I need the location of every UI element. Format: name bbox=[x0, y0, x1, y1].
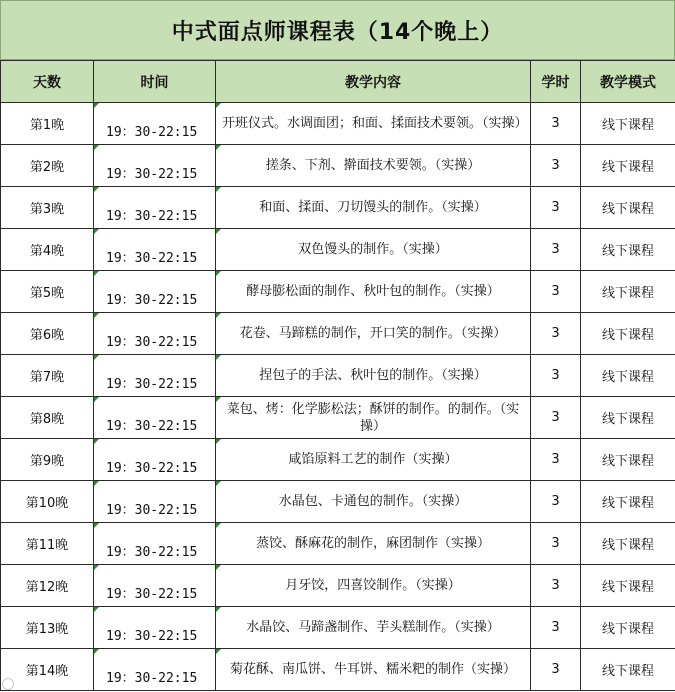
table-row bbox=[1, 523, 675, 565]
header-day: 天数 bbox=[1, 61, 94, 103]
cell-hours: 3 bbox=[531, 523, 581, 565]
cell-mode: 线下课程 bbox=[581, 565, 675, 607]
cell-time: 19：30-22:15 bbox=[94, 481, 216, 523]
table-row bbox=[1, 145, 675, 187]
cell-content: 菜包、烤：化学膨松法；酥饼的制作。的制作。（实操） bbox=[216, 397, 531, 439]
cell-mode: 线下课程 bbox=[581, 523, 675, 565]
cell-time: 19：30-22:15 bbox=[94, 397, 216, 439]
cell-day: 第4晚 bbox=[1, 229, 94, 271]
table-row bbox=[1, 187, 675, 229]
header-time: 时间 bbox=[94, 61, 216, 103]
cell-mode: 线下课程 bbox=[581, 103, 675, 145]
cell-mode: 线下课程 bbox=[581, 397, 675, 439]
header-hours: 学时 bbox=[531, 61, 581, 103]
cell-hours: 3 bbox=[531, 271, 581, 313]
table-row bbox=[1, 313, 675, 355]
cell-day: 第7晚 bbox=[1, 355, 94, 397]
cell-content: 水晶饺、马蹄盏制作、芋头糕制作。（实操） bbox=[216, 607, 531, 649]
cell-day: 第13晚 bbox=[1, 607, 94, 649]
cell-time: 19：30-22:15 bbox=[94, 565, 216, 607]
watermark-logo-icon bbox=[2, 678, 14, 690]
table-row bbox=[1, 439, 675, 481]
cell-day: 第11晚 bbox=[1, 523, 94, 565]
cell-mode: 线下课程 bbox=[581, 145, 675, 187]
cell-hours: 3 bbox=[531, 565, 581, 607]
cell-content: 捏包子的手法、秋叶包的制作。（实操） bbox=[216, 355, 531, 397]
cell-day: 第3晚 bbox=[1, 187, 94, 229]
cell-mode: 线下课程 bbox=[581, 229, 675, 271]
cell-mode: 线下课程 bbox=[581, 607, 675, 649]
cell-mode: 线下课程 bbox=[581, 187, 675, 229]
cell-mode: 线下课程 bbox=[581, 481, 675, 523]
cell-time: 19：30-22:15 bbox=[94, 271, 216, 313]
cell-day: 第12晚 bbox=[1, 565, 94, 607]
table-row bbox=[1, 103, 675, 145]
cell-mode: 线下课程 bbox=[581, 313, 675, 355]
cell-day: 第14晚 bbox=[1, 649, 94, 691]
schedule-table bbox=[0, 60, 675, 691]
cell-hours: 3 bbox=[531, 607, 581, 649]
header-mode: 教学模式 bbox=[581, 61, 675, 103]
cell-content: 蒸饺、酥麻花的制作，麻团制作（实操） bbox=[216, 523, 531, 565]
cell-time: 19：30-22:15 bbox=[94, 607, 216, 649]
cell-hours: 3 bbox=[531, 649, 581, 691]
cell-hours: 3 bbox=[531, 313, 581, 355]
cell-day: 第10晚 bbox=[1, 481, 94, 523]
cell-day: 第8晚 bbox=[1, 397, 94, 439]
table-row bbox=[1, 607, 675, 649]
table-row bbox=[1, 271, 675, 313]
cell-time: 19：30-22:15 bbox=[94, 649, 216, 691]
table-row bbox=[1, 355, 675, 397]
cell-time: 19：30-22:15 bbox=[94, 187, 216, 229]
cell-content: 和面、揉面、刀切馒头的制作。（实操） bbox=[216, 187, 531, 229]
table-row bbox=[1, 565, 675, 607]
cell-day: 第9晚 bbox=[1, 439, 94, 481]
cell-content: 月牙饺，四喜饺制作。（实操） bbox=[216, 565, 531, 607]
cell-time: 19：30-22:15 bbox=[94, 523, 216, 565]
cell-day: 第6晚 bbox=[1, 313, 94, 355]
table-row bbox=[1, 481, 675, 523]
cell-day: 第1晚 bbox=[1, 103, 94, 145]
cell-time: 19：30-22:15 bbox=[94, 355, 216, 397]
page-title: 中式面点师课程表（14个晚上） bbox=[0, 0, 675, 60]
cell-day: 第2晚 bbox=[1, 145, 94, 187]
cell-content: 搓条、下剂、擀面技术要领。（实操） bbox=[216, 145, 531, 187]
cell-mode: 线下课程 bbox=[581, 271, 675, 313]
table-body bbox=[1, 103, 675, 691]
cell-hours: 3 bbox=[531, 481, 581, 523]
cell-content: 双色馒头的制作。（实操） bbox=[216, 229, 531, 271]
watermark bbox=[2, 678, 14, 690]
cell-hours: 3 bbox=[531, 439, 581, 481]
cell-time: 19：30-22:15 bbox=[94, 313, 216, 355]
header-content: 教学内容 bbox=[216, 61, 531, 103]
cell-content: 菊花酥、南瓜饼、牛耳饼、糯米粑的制作（实操） bbox=[216, 649, 531, 691]
cell-hours: 3 bbox=[531, 229, 581, 271]
table-row bbox=[1, 229, 675, 271]
cell-mode: 线下课程 bbox=[581, 649, 675, 691]
cell-content: 咸馅原料工艺的制作（实操） bbox=[216, 439, 531, 481]
cell-hours: 3 bbox=[531, 103, 581, 145]
cell-hours: 3 bbox=[531, 397, 581, 439]
cell-mode: 线下课程 bbox=[581, 439, 675, 481]
cell-content: 开班仪式。水调面团；和面、揉面技术要领。（实操） bbox=[216, 103, 531, 145]
cell-mode: 线下课程 bbox=[581, 355, 675, 397]
cell-content: 花卷、马蹄糕的制作，开口笑的制作。（实操） bbox=[216, 313, 531, 355]
cell-time: 19：30-22:15 bbox=[94, 103, 216, 145]
cell-hours: 3 bbox=[531, 187, 581, 229]
table-row bbox=[1, 649, 675, 691]
cell-time: 19：30-22:15 bbox=[94, 145, 216, 187]
cell-content: 水晶包、卡通包的制作。（实操） bbox=[216, 481, 531, 523]
cell-hours: 3 bbox=[531, 145, 581, 187]
header-row bbox=[1, 61, 675, 103]
cell-content: 酵母膨松面的制作、秋叶包的制作。（实操） bbox=[216, 271, 531, 313]
cell-day: 第5晚 bbox=[1, 271, 94, 313]
cell-time: 19：30-22:15 bbox=[94, 229, 216, 271]
cell-time: 19：30-22:15 bbox=[94, 439, 216, 481]
cell-hours: 3 bbox=[531, 355, 581, 397]
table-row bbox=[1, 397, 675, 439]
